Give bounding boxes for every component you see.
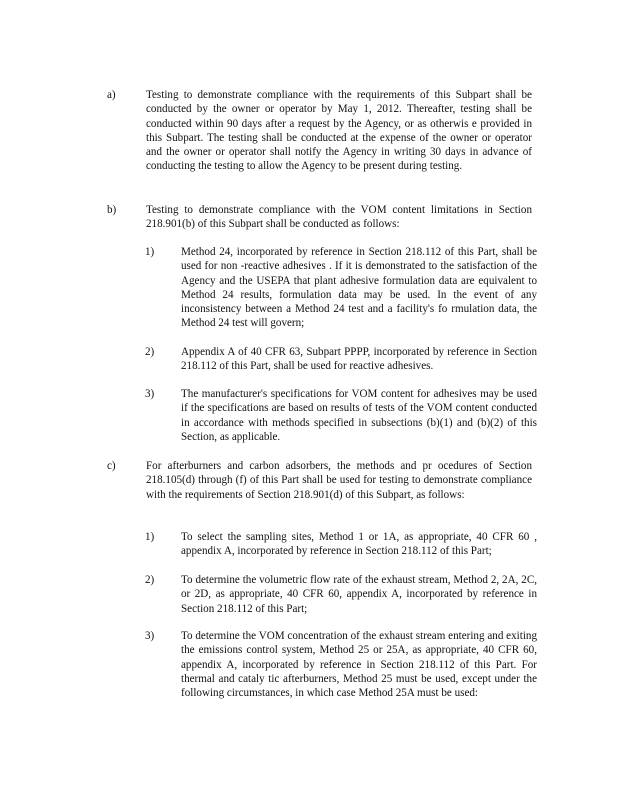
subparagraph-marker: 2) bbox=[145, 346, 155, 358]
paragraph-marker: a) bbox=[107, 89, 116, 101]
subparagraph-text: The manufacturer's specifications for VOM content for adhesives may be used if the specifications are based on results of tests of the VOM content conducted in accordance with methods specified in subsections (b)(1) and (b)(2) of this Section, as applicable. bbox=[181, 388, 537, 443]
paragraph-marker: c) bbox=[107, 460, 116, 472]
paragraph-text: Testing to demonstrate compliance with the requirements of this Subpart shall be conducted by the owner or operator by May 1, 2012. Thereafter, testing shall be conducted within 90 days after a request by the Agency, or as otherwis e provided in this Subpart. The testing shall be conducted at the expense of the owner or operator and the owner or operator shall notify the Agency in writing 30 days in advance of conducting the testing to allow the Agency to be present during testing. bbox=[146, 89, 532, 173]
subparagraph-marker: 1) bbox=[145, 531, 155, 543]
paragraph-marker: b) bbox=[107, 204, 117, 216]
subparagraph-text: Method 24, incorporated by reference in Section 218.112 of this Part, shall be used for non -reactive adhesives . If it is demonstrated to the satisfaction of the Agency and the USEPA that plant adhesive formulation data are equivalent to Method 24 results, formulation data may be used. In the event of any inconsistency between a Method 24 test and a facility's fo rmulation data, the Method 24 test will govern; bbox=[181, 246, 537, 330]
subparagraph-marker: 2) bbox=[145, 574, 155, 586]
paragraph-text: Testing to demonstrate compliance with the VOM content limitations in Section 218.901(b) of this Subpart shall be conducted as follows: bbox=[146, 204, 532, 231]
subparagraph-text: Appendix A of 40 CFR 63, Subpart PPPP, incorporated by reference in Section 218.112 of this Part, shall be used for reactive adhesives. bbox=[181, 346, 537, 373]
subparagraph-marker: 1) bbox=[145, 246, 155, 258]
subparagraph-text: To select the sampling sites, Method 1 or 1A, as appropriate, 40 CFR 60 , appendix A, incorporated by reference in Section 218.112 of this Part; bbox=[181, 531, 537, 558]
paragraph-text: For afterburners and carbon adsorbers, the methods and pr ocedures of Section 218.105(d) through (f) of this Part shall be used for testing to demonstrate compliance with the requirements of Section 218.901(d) of this Subpart, as follows: bbox=[146, 460, 532, 501]
subparagraph-marker: 3) bbox=[145, 388, 155, 400]
subparagraph-marker: 3) bbox=[145, 630, 155, 642]
subparagraph-text: To determine the VOM concentration of the exhaust stream entering and exiting the emissions control system, Method 25 or 25A, as appropriate, 40 CFR 60, appendix A, incorporated by reference in Section 218.112 of this Part. For thermal and cataly tic afterburners, Method 25 must be used, except under the following circumstances, in which case Method 25A must be used: bbox=[181, 630, 537, 700]
subparagraph-text: To determine the volumetric flow rate of the exhaust stream, Method 2, 2A, 2C, or 2D, as appropriate, 40 CFR 60, appendix A, incorporated by reference in Section 218.112 of this Part; bbox=[181, 574, 537, 615]
